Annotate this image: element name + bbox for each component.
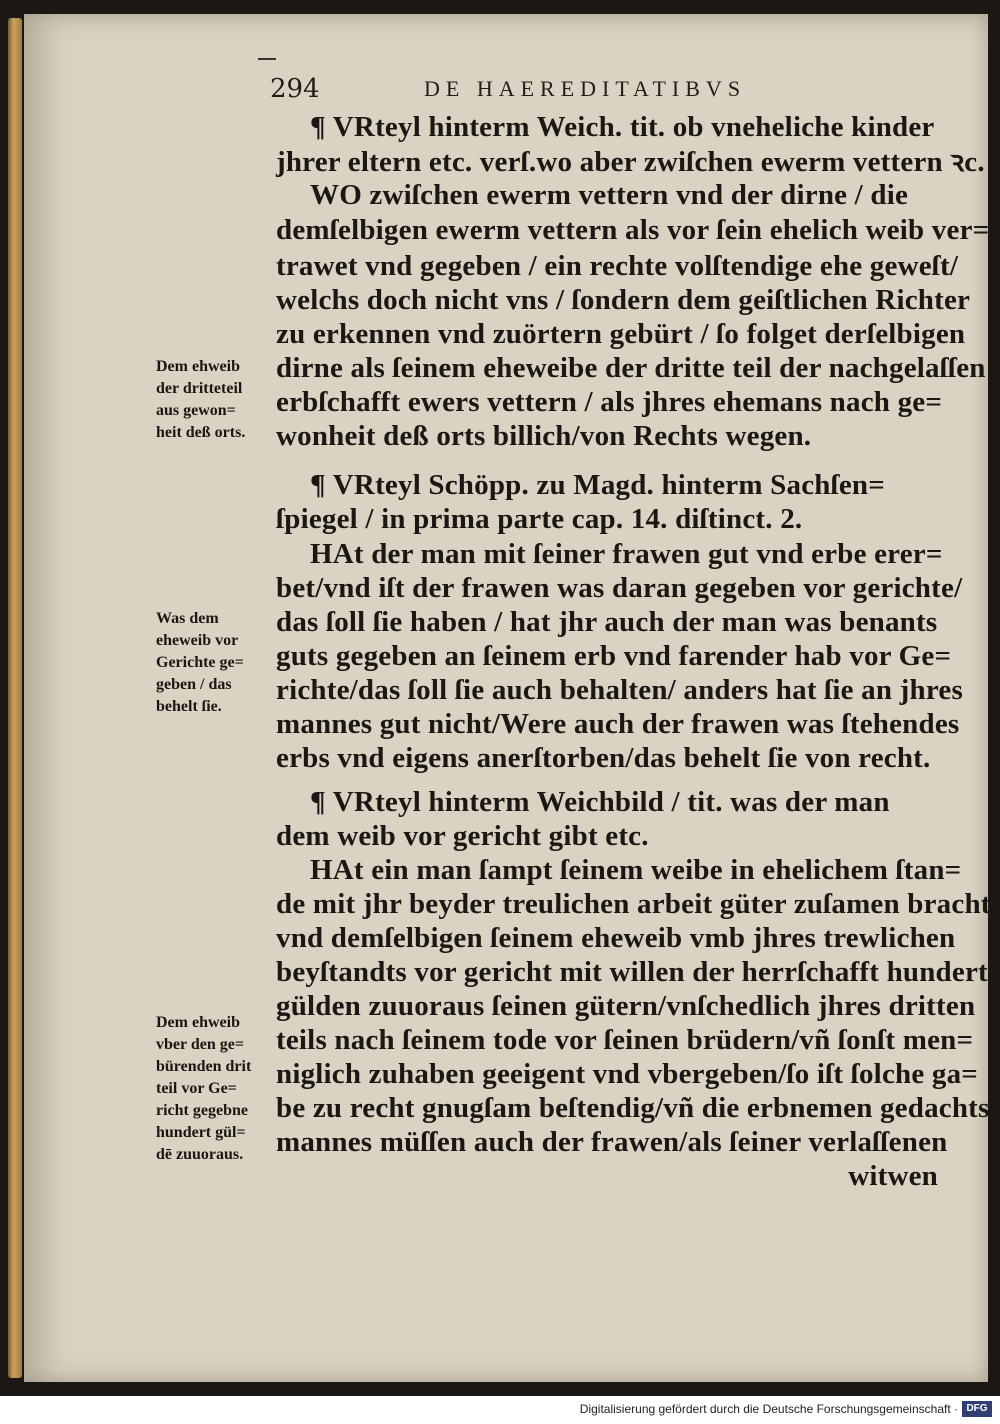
- text-line: guts gegeben an ſeinem erb vnd farender hab vor Ge=: [276, 640, 952, 672]
- margin-note-line: geben / das: [156, 676, 232, 693]
- text-line: dem weib vor gericht gibt etc.: [276, 820, 649, 852]
- margin-note-line: Dem ehweib: [156, 1014, 240, 1031]
- text-line: jhrer eltern etc. verſ.wo aber zwiſchen ewerm vettern ꝛc.: [276, 146, 985, 178]
- dfg-logo: DFG: [962, 1401, 992, 1417]
- text-line: erbſchafft ewers vettern / als jhres ehemans nach ge=: [276, 386, 943, 418]
- book-spine-edge: [8, 18, 22, 1378]
- text-line: richte/das ſoll ſie auch behalten/ anders hat ſie an jhres: [276, 674, 963, 706]
- text-line: de mit jhr beyder treulichen arbeit güter zuſamen bracht/: [276, 888, 999, 920]
- text-line: trawet vnd gegeben / ein rechte volſtendige ehe geweſt/: [276, 250, 959, 282]
- text-line: dirne als ſeinem eheweibe der dritte teil der nachgelaſſen: [276, 352, 986, 384]
- margin-note-line: der dritteteil: [156, 380, 243, 397]
- text-line: welchs doch nicht vns / ſondern dem geiſtlichen Richter: [276, 284, 971, 316]
- text-line: bet/vnd iſt der frawen was daran gegeben vor gerichte/: [276, 572, 963, 604]
- text-line: gülden zuuoraus ſeinen gütern/vnſchedlich jhres dritten: [276, 990, 976, 1022]
- margin-note-line: behelt ſie.: [156, 698, 222, 715]
- margin-note-line: aus gewon=: [156, 402, 236, 419]
- margin-note-line: heit deß orts.: [156, 424, 246, 441]
- page-number: 294: [270, 74, 320, 104]
- footer-bar: [0, 1396, 1000, 1424]
- running-head: DE HAEREDITATIBVS: [424, 76, 747, 101]
- text-line: ¶ VRteyl Schöpp. zu Magd. hinterm Sachſen=: [310, 469, 885, 501]
- catchword: witwen: [848, 1160, 938, 1192]
- margin-note-line: teil vor Ge=: [156, 1080, 237, 1097]
- text-line: ſpiegel / in prima parte cap. 14. diſtinct. 2.: [276, 503, 803, 535]
- text-line: das ſoll ſie haben / hat jhr auch der man was benants: [276, 606, 938, 638]
- margin-note: [156, 1012, 276, 1166]
- text-line: beyſtandts vor gericht mit willen der herrſchafft hundert: [276, 956, 988, 988]
- margin-note-line: dē zuuoraus.: [156, 1146, 244, 1163]
- margin-note-line: Dem ehweib: [156, 358, 240, 375]
- text-line: erbs vnd eigens anerſtorben/das behelt ſie von recht.: [276, 742, 931, 774]
- text-line: wonheit deß orts billich/von Rechts wegen.: [276, 420, 812, 452]
- text-line: mannes gut nicht/Were auch der frawen was ſtehendes: [276, 708, 960, 740]
- text-line: teils nach ſeinem tode vor ſeinen brüdern/vñ ſonſt men=: [276, 1024, 974, 1056]
- text-line: HAt der man mit ſeiner frawen gut vnd erbe erer=: [310, 538, 943, 570]
- margin-note: [156, 608, 276, 718]
- margin-note: [156, 356, 276, 444]
- margin-note-line: bürenden drit: [156, 1058, 252, 1075]
- margin-note-line: hundert gül=: [156, 1124, 246, 1141]
- margin-note-line: eheweib vor: [156, 632, 239, 649]
- text-line: demſelbigen ewerm vettern als vor ſein ehelich weib ver=: [276, 214, 990, 246]
- margin-note-line: Gerichte ge=: [156, 654, 244, 671]
- text-line: mannes müſſen auch der frawen/als ſeiner verlaſſenen: [276, 1126, 948, 1158]
- margin-note-line: Was dem: [156, 610, 219, 627]
- text-line: ¶ VRteyl hinterm Weichbild / tit. was der man: [310, 786, 890, 818]
- text-line: WO zwiſchen ewerm vettern vnd der dirne / die: [310, 179, 909, 211]
- text-line: ¶ VRteyl hinterm Weich. tit. ob vneheliche kinder: [310, 111, 935, 143]
- text-line: HAt ein man ſampt ſeinem weibe in ehelichem ſtan=: [310, 854, 962, 886]
- margin-note-line: vber den ge=: [156, 1036, 244, 1053]
- text-line: be zu recht gnugſam beſtendig/vñ die erbnemen gedachts: [276, 1092, 990, 1124]
- text-line: zu erkennen vnd zuörtern gebürt / ſo folget derſelbigen: [276, 318, 966, 350]
- page-mark: [258, 58, 276, 60]
- funding-credit: Digitalisierung gefördert durch die Deutsche Forschungsgemeinschaft ·: [579, 1402, 958, 1416]
- text-line: niglich zuhaben geeigent vnd vbergeben/ſo iſt ſolche ga=: [276, 1058, 978, 1090]
- margin-note-line: richt gegebne: [156, 1102, 248, 1119]
- text-line: vnd demſelbigen ſeinem eheweib vmb jhres trewlichen: [276, 922, 956, 954]
